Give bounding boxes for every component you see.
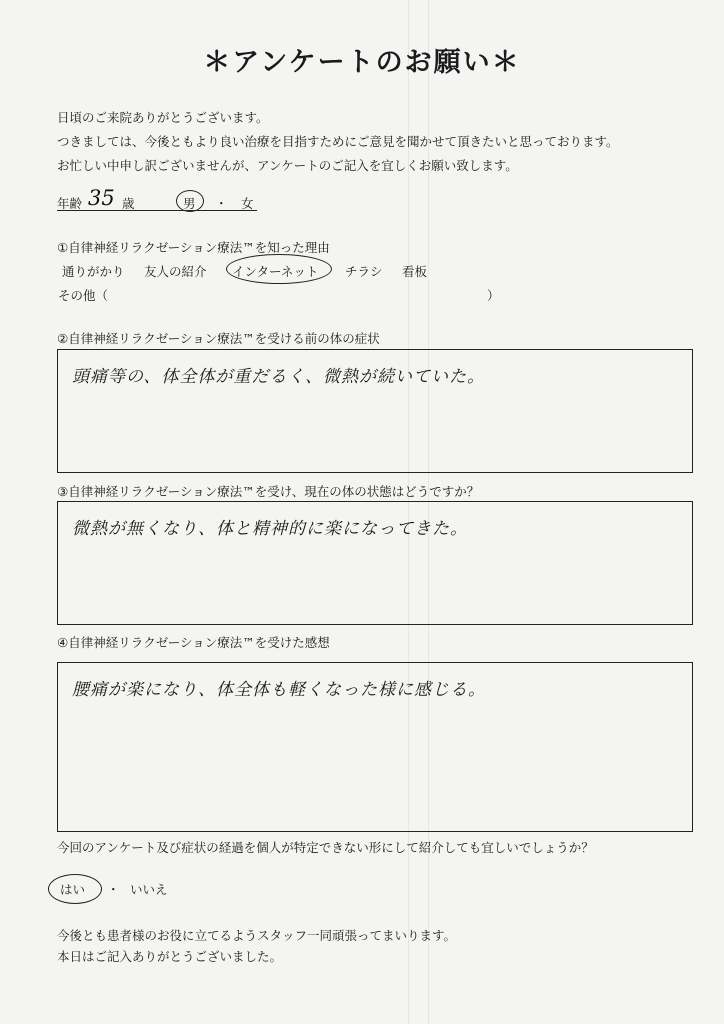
q1-other-label: その他（ <box>58 288 109 303</box>
q2-answer-box[interactable] <box>57 349 693 473</box>
age-value[interactable]: 35 <box>88 186 115 210</box>
intro-line-3: お忙しい中申し訳ございませんが、アンケートのご記入を宜しくお願い致します。 <box>57 158 518 173</box>
q4-answer-box[interactable] <box>57 662 693 832</box>
q1-option-walkby[interactable]: 通りがかり <box>62 264 125 279</box>
age-unit: 歳 <box>122 196 135 211</box>
q3-label: ③自律神経リラクゼーション療法™を受け、現在の体の状態はどうですか？ <box>57 484 480 499</box>
intro-line-2: つきましては、今後ともより良い治療を目指すためにご意見を聞かせて頂きたいと思っております。 <box>57 134 619 149</box>
page-title: ＊アンケートのお願い＊ <box>203 47 521 78</box>
q1-option-signboard[interactable]: 看板 <box>402 264 428 279</box>
gender-female[interactable]: 女 <box>241 196 254 211</box>
age-label: 年齢 <box>57 196 83 211</box>
q4-answer: 腰痛が楽になり、体全体も軽くなった様に感じる。 <box>72 680 486 700</box>
closing-line-1: 今後とも患者様のお役に立てるようスタッフ一同頑張ってまいります。 <box>57 928 457 943</box>
q4-label: ④自律神経リラクゼーション療法™を受けた感想 <box>57 635 330 650</box>
q3-answer-box[interactable] <box>57 501 693 625</box>
q1-option-internet[interactable]: インターネット <box>232 264 319 279</box>
intro-line-1: 日頃のご来院ありがとうございます。 <box>57 110 269 125</box>
q1-option-friend[interactable]: 友人の紹介 <box>144 264 207 279</box>
q1-other-close: ） <box>487 288 500 303</box>
q1-label: ①自律神経リラクゼーション療法™を知った理由 <box>57 240 330 255</box>
q3-answer: 微熱が無くなり、体と精神的に楽になってきた。 <box>72 519 468 539</box>
q2-answer: 頭痛等の、体全体が重だるく、微熱が続いていた。 <box>72 367 485 387</box>
closing-line-2: 本日はご記入ありがとうございました。 <box>57 949 283 964</box>
gender-separator: ・ <box>215 196 228 211</box>
consent-no[interactable]: いいえ <box>130 882 168 897</box>
gender-male[interactable]: 男 <box>183 196 196 211</box>
consent-separator: ・ <box>107 882 120 897</box>
q2-label: ②自律神経リラクゼーション療法™を受ける前の体の症状 <box>57 331 380 346</box>
consent-question: 今回のアンケート及び症状の経過を個人が特定できない形にして紹介しても宜しいでしょうか？ <box>57 840 594 855</box>
consent-yes[interactable]: はい <box>60 882 86 897</box>
q1-option-flyer[interactable]: チラシ <box>345 264 383 279</box>
